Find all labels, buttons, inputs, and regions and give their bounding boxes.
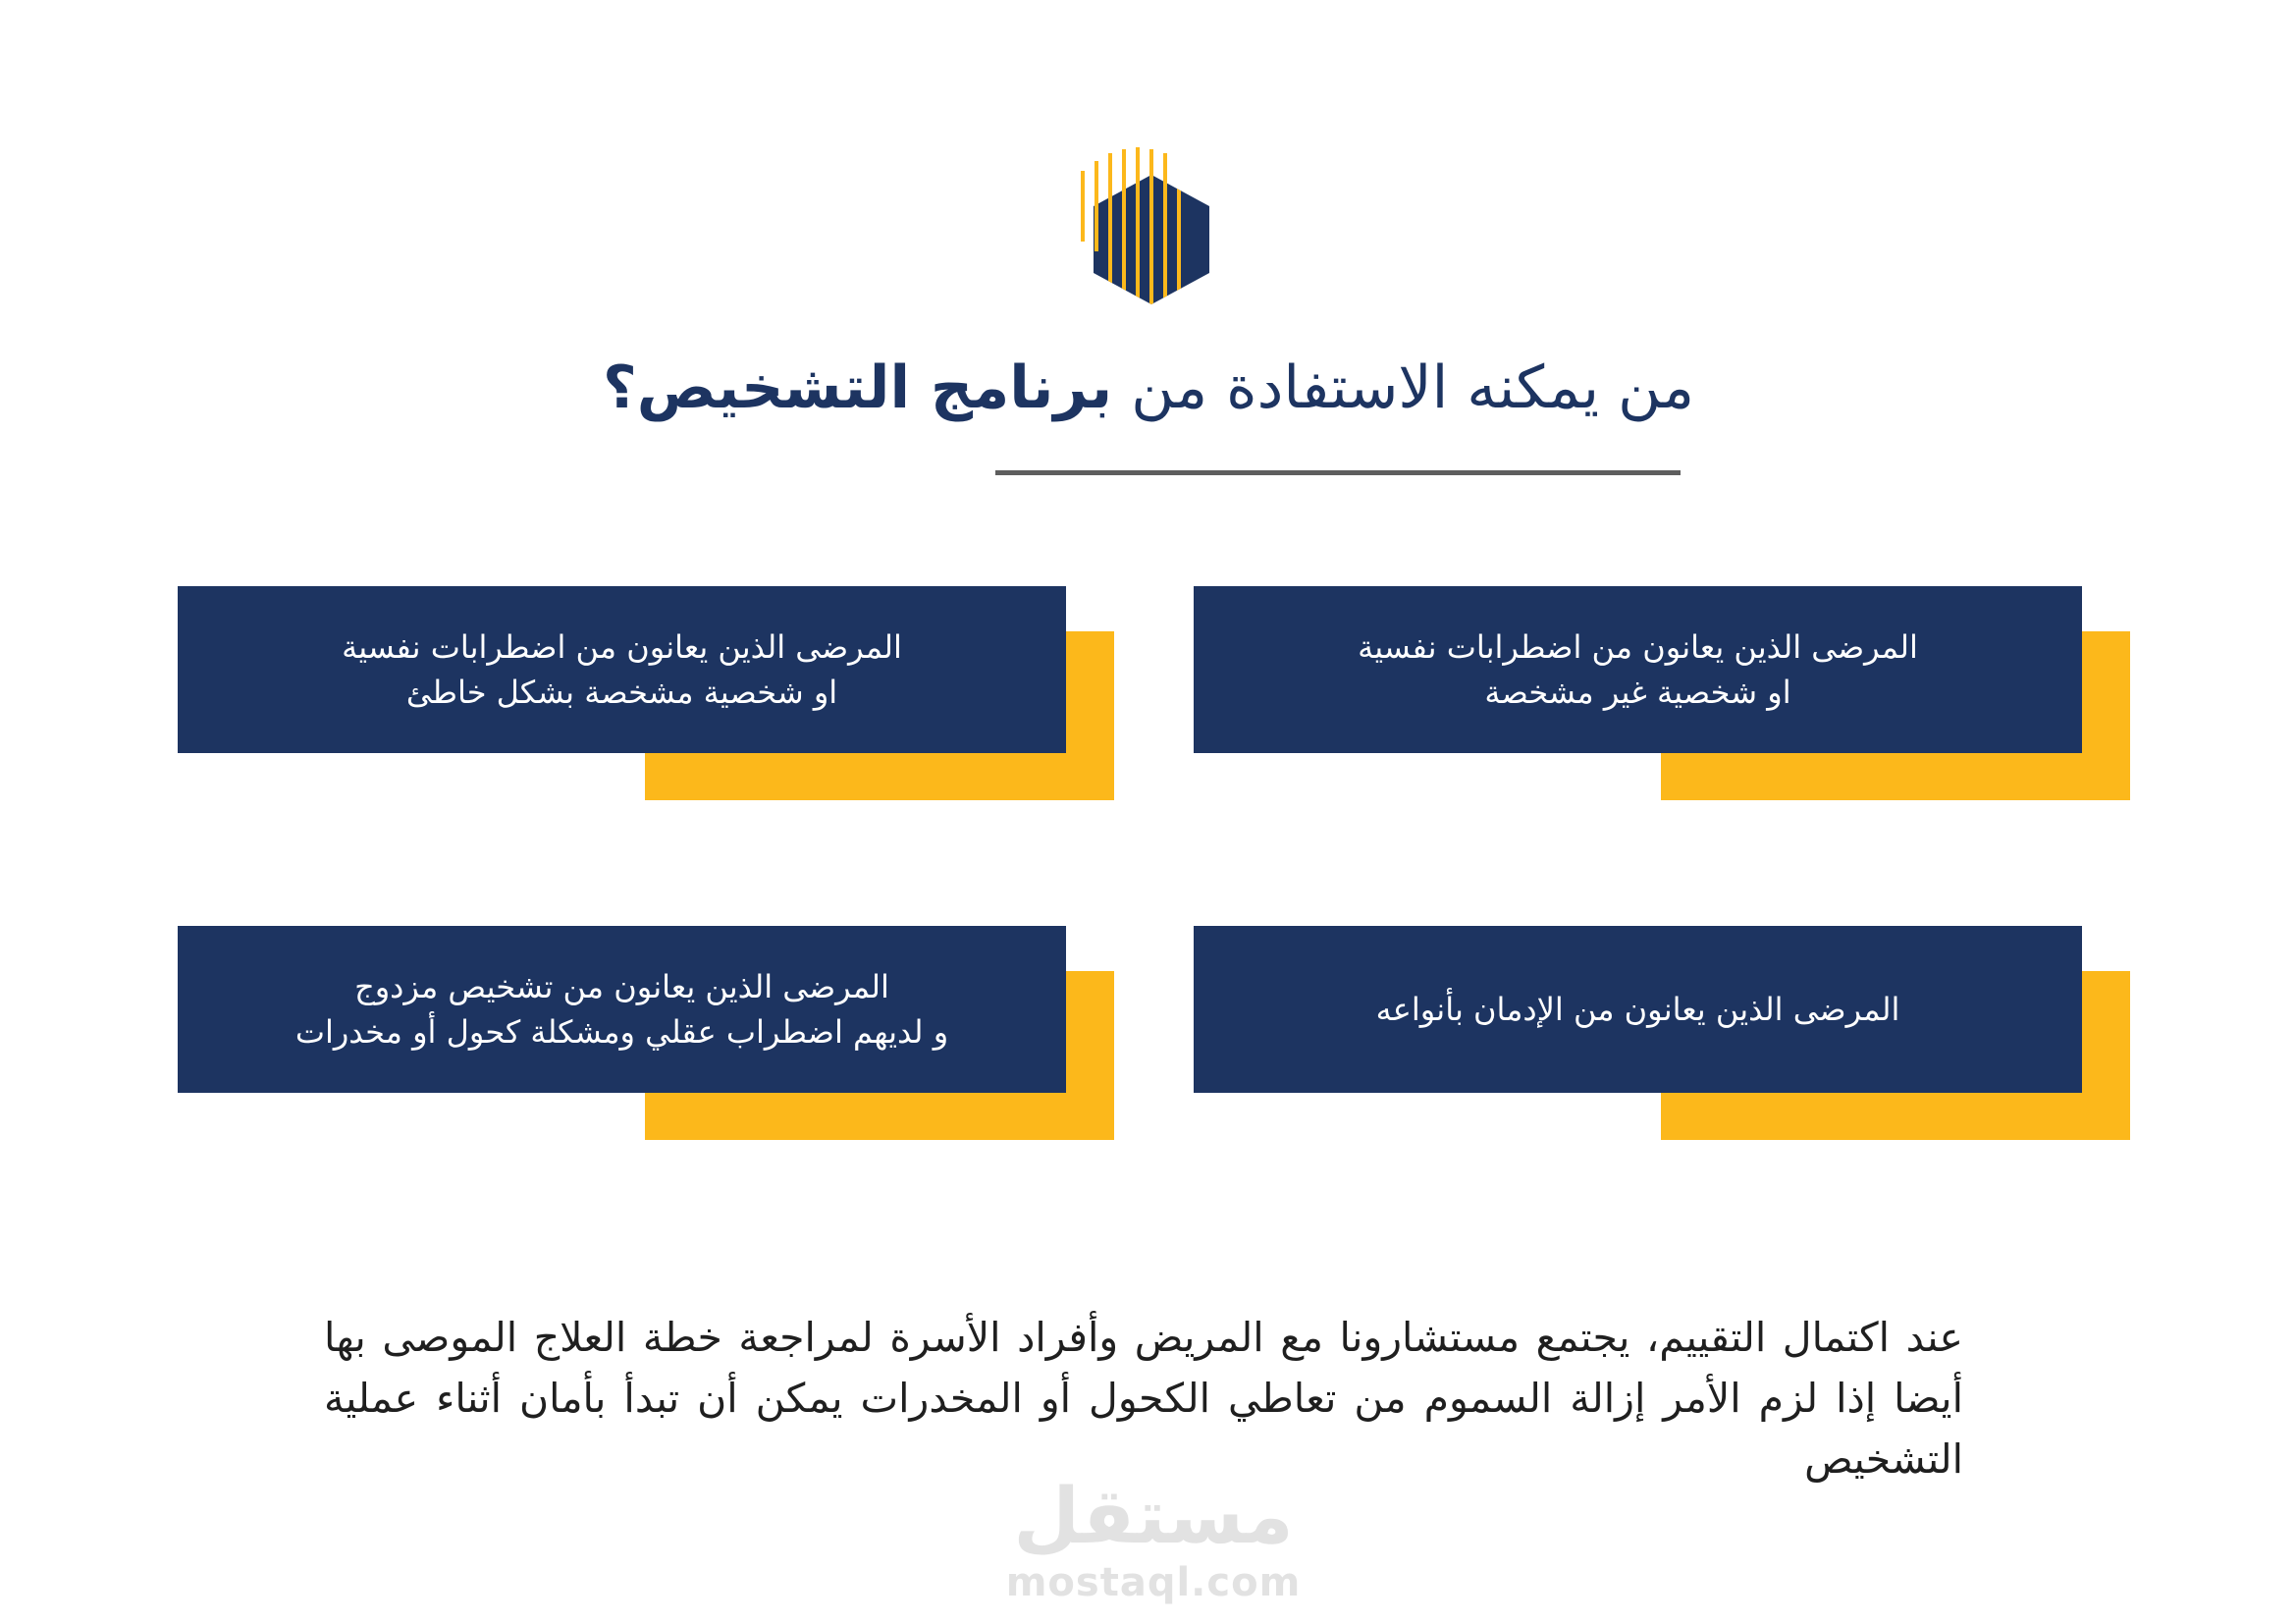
eligibility-card-undiagnosed: [1194, 586, 2130, 800]
card-text-line: المرضى الذين يعانون من الإدمان بأنواعه: [1375, 991, 1900, 1028]
card-text-line: و لديهم اضطراب عقلي ومشكلة كحول أو مخدرات: [294, 1013, 949, 1051]
card-panel: [178, 926, 1066, 1093]
hexagon-stripes-logo: [1077, 145, 1226, 306]
eligibility-card-addiction: [1194, 926, 2130, 1140]
mostaql-watermark: [991, 1473, 1315, 1604]
card-panel: [1194, 586, 2082, 753]
page-title-emphasis: برنامج التشخيص؟: [602, 353, 1113, 422]
card-text-line: المرضى الذين يعانون من تشخيص مزدوج: [354, 968, 889, 1005]
card-panel: [178, 586, 1066, 753]
card-text-line: او شخصية مشخصة بشكل خاطئ: [405, 674, 838, 711]
eligibility-card-dual-diagnosis: [178, 926, 1114, 1140]
card-text: [217, 964, 1027, 1055]
title-divider: [995, 470, 1681, 475]
assessment-paragraph: عند اكتمال التقييم، يجتمع مستشارونا مع المريض وأفراد الأسرة لمراجعة خطة العلاج الموصى بها أيضا إذا لزم الأمر إزالة السموم من تعاطي الكحول أو المخدرات يمكن أن تبدأ بأمان أثناء عملية التشخيص: [324, 1314, 1963, 1483]
card-text-line: المرضى الذين يعانون من اضطرابات نفسية: [342, 628, 902, 666]
card-text-line: المرضى الذين يعانون من اضطرابات نفسية: [1358, 628, 1918, 666]
card-text-line: او شخصية غير مشخصة: [1484, 674, 1791, 711]
page-title-prefix: من يمكنه الاستفادة من: [1131, 353, 1694, 422]
page-title: [412, 346, 1885, 430]
card-panel: [1194, 926, 2082, 1093]
card-text: [217, 624, 1027, 715]
watermark-latin: mostaql.com: [1005, 1560, 1302, 1605]
eligibility-card-misdiagnosed: [178, 586, 1114, 800]
card-text: [1233, 624, 2043, 715]
watermark-arabic: مستقل: [1013, 1473, 1294, 1561]
card-text: [1233, 987, 2043, 1032]
